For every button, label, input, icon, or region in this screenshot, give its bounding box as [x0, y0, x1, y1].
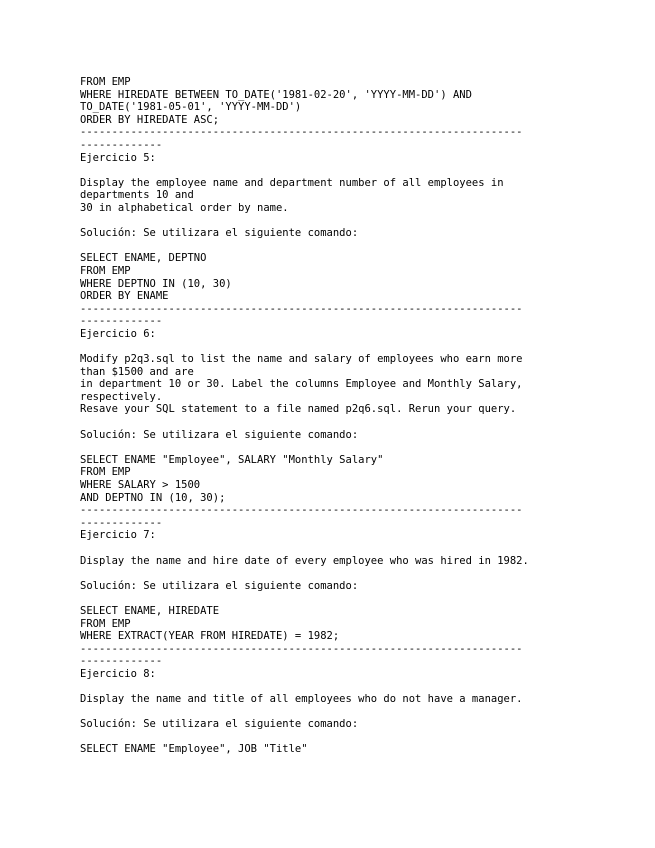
text-line: Modify p2q3.sql to list the name and salary of employees who earn more — [80, 353, 523, 366]
text-line: ORDER BY HIREDATE ASC; — [80, 113, 220, 126]
text-line: departments 10 and — [80, 189, 194, 202]
solution-label: Solución: Se utilizara el siguiente comando: — [80, 428, 359, 441]
text-line: Display the employee name and department number of all employees in — [80, 176, 504, 189]
sql-line: WHERE EXTRACT(YEAR FROM HIREDATE) = 1982; — [80, 630, 340, 643]
text-line: in department 10 or 30. Label the columns Employee and Monthly Salary, — [80, 378, 523, 391]
sql-line: FROM EMP — [80, 466, 131, 479]
separator-line: ---------------------------------------------------------------------- — [80, 642, 523, 655]
blank-line — [80, 441, 640, 454]
exercise-heading: Ejercicio 6: — [80, 327, 156, 340]
sql-line: WHERE DEPTNO IN (10, 30) — [80, 277, 232, 290]
sql-line: WHERE SALARY > 1500 — [80, 479, 201, 491]
exercise-heading: Ejercicio 7: — [80, 529, 156, 542]
sql-line: SELECT ENAME, DEPTNO — [80, 252, 207, 265]
blank-line — [80, 567, 640, 580]
blank-line — [80, 706, 640, 719]
blank-line — [80, 416, 640, 429]
exercise-heading: Ejercicio 5: — [80, 151, 156, 164]
blank-line — [80, 592, 640, 605]
text-line: WHERE HIREDATE BETWEEN TO_DATE('1981-02-20', 'YYYY-MM-DD') AND — [80, 88, 472, 101]
blank-line — [80, 240, 640, 253]
separator-line: ------------- — [80, 516, 163, 529]
blank-line — [80, 340, 640, 353]
blank-line — [80, 731, 640, 744]
solution-label: Solución: Se utilizara el siguiente comando: — [80, 227, 359, 240]
blank-line — [80, 542, 640, 555]
text-line: Display the name and hire date of every employee who was hired in 1982. — [80, 554, 529, 567]
document-body — [80, 76, 640, 756]
blank-line — [80, 681, 640, 694]
separator-line: ---------------------------------------------------------------------- — [80, 504, 523, 517]
sql-line: FROM EMP — [80, 264, 131, 277]
separator-line: ------------- — [80, 655, 163, 668]
separator-line: ---------------------------------------------------------------------- — [80, 126, 523, 139]
text-line: Display the name and title of all employees who do not have a manager. — [80, 693, 523, 706]
text-line: FROM EMP — [80, 76, 131, 88]
sql-line: SELECT ENAME "Employee", SALARY "Monthly Salary" — [80, 453, 384, 466]
separator-line: ---------------------------------------------------------------------- — [80, 302, 523, 315]
blank-line — [80, 164, 640, 177]
sql-line: AND DEPTNO IN (10, 30); — [80, 491, 226, 504]
separator-line: ------------- — [80, 138, 163, 151]
text-line: 30 in alphabetical order by name. — [80, 201, 289, 214]
text-line: than $1500 and are — [80, 365, 194, 378]
separator-line: ------------- — [80, 315, 163, 328]
sql-line: FROM EMP — [80, 617, 131, 630]
blank-line — [80, 215, 640, 228]
sql-line: SELECT ENAME "Employee", JOB "Title" — [80, 743, 308, 756]
text-line: Resave your SQL statement to a file named p2q6.sql. Rerun your query. — [80, 403, 517, 416]
text-line: respectively. — [80, 390, 163, 403]
sql-line: SELECT ENAME, HIREDATE — [80, 604, 220, 617]
exercise-heading: Ejercicio 8: — [80, 667, 156, 680]
sql-line: ORDER BY ENAME — [80, 290, 169, 303]
text-line: TO_DATE('1981-05-01', 'YYYY-MM-DD') — [80, 101, 302, 114]
solution-label: Solución: Se utilizara el siguiente comando: — [80, 718, 359, 731]
solution-label: Solución: Se utilizara el siguiente comando: — [80, 579, 359, 592]
